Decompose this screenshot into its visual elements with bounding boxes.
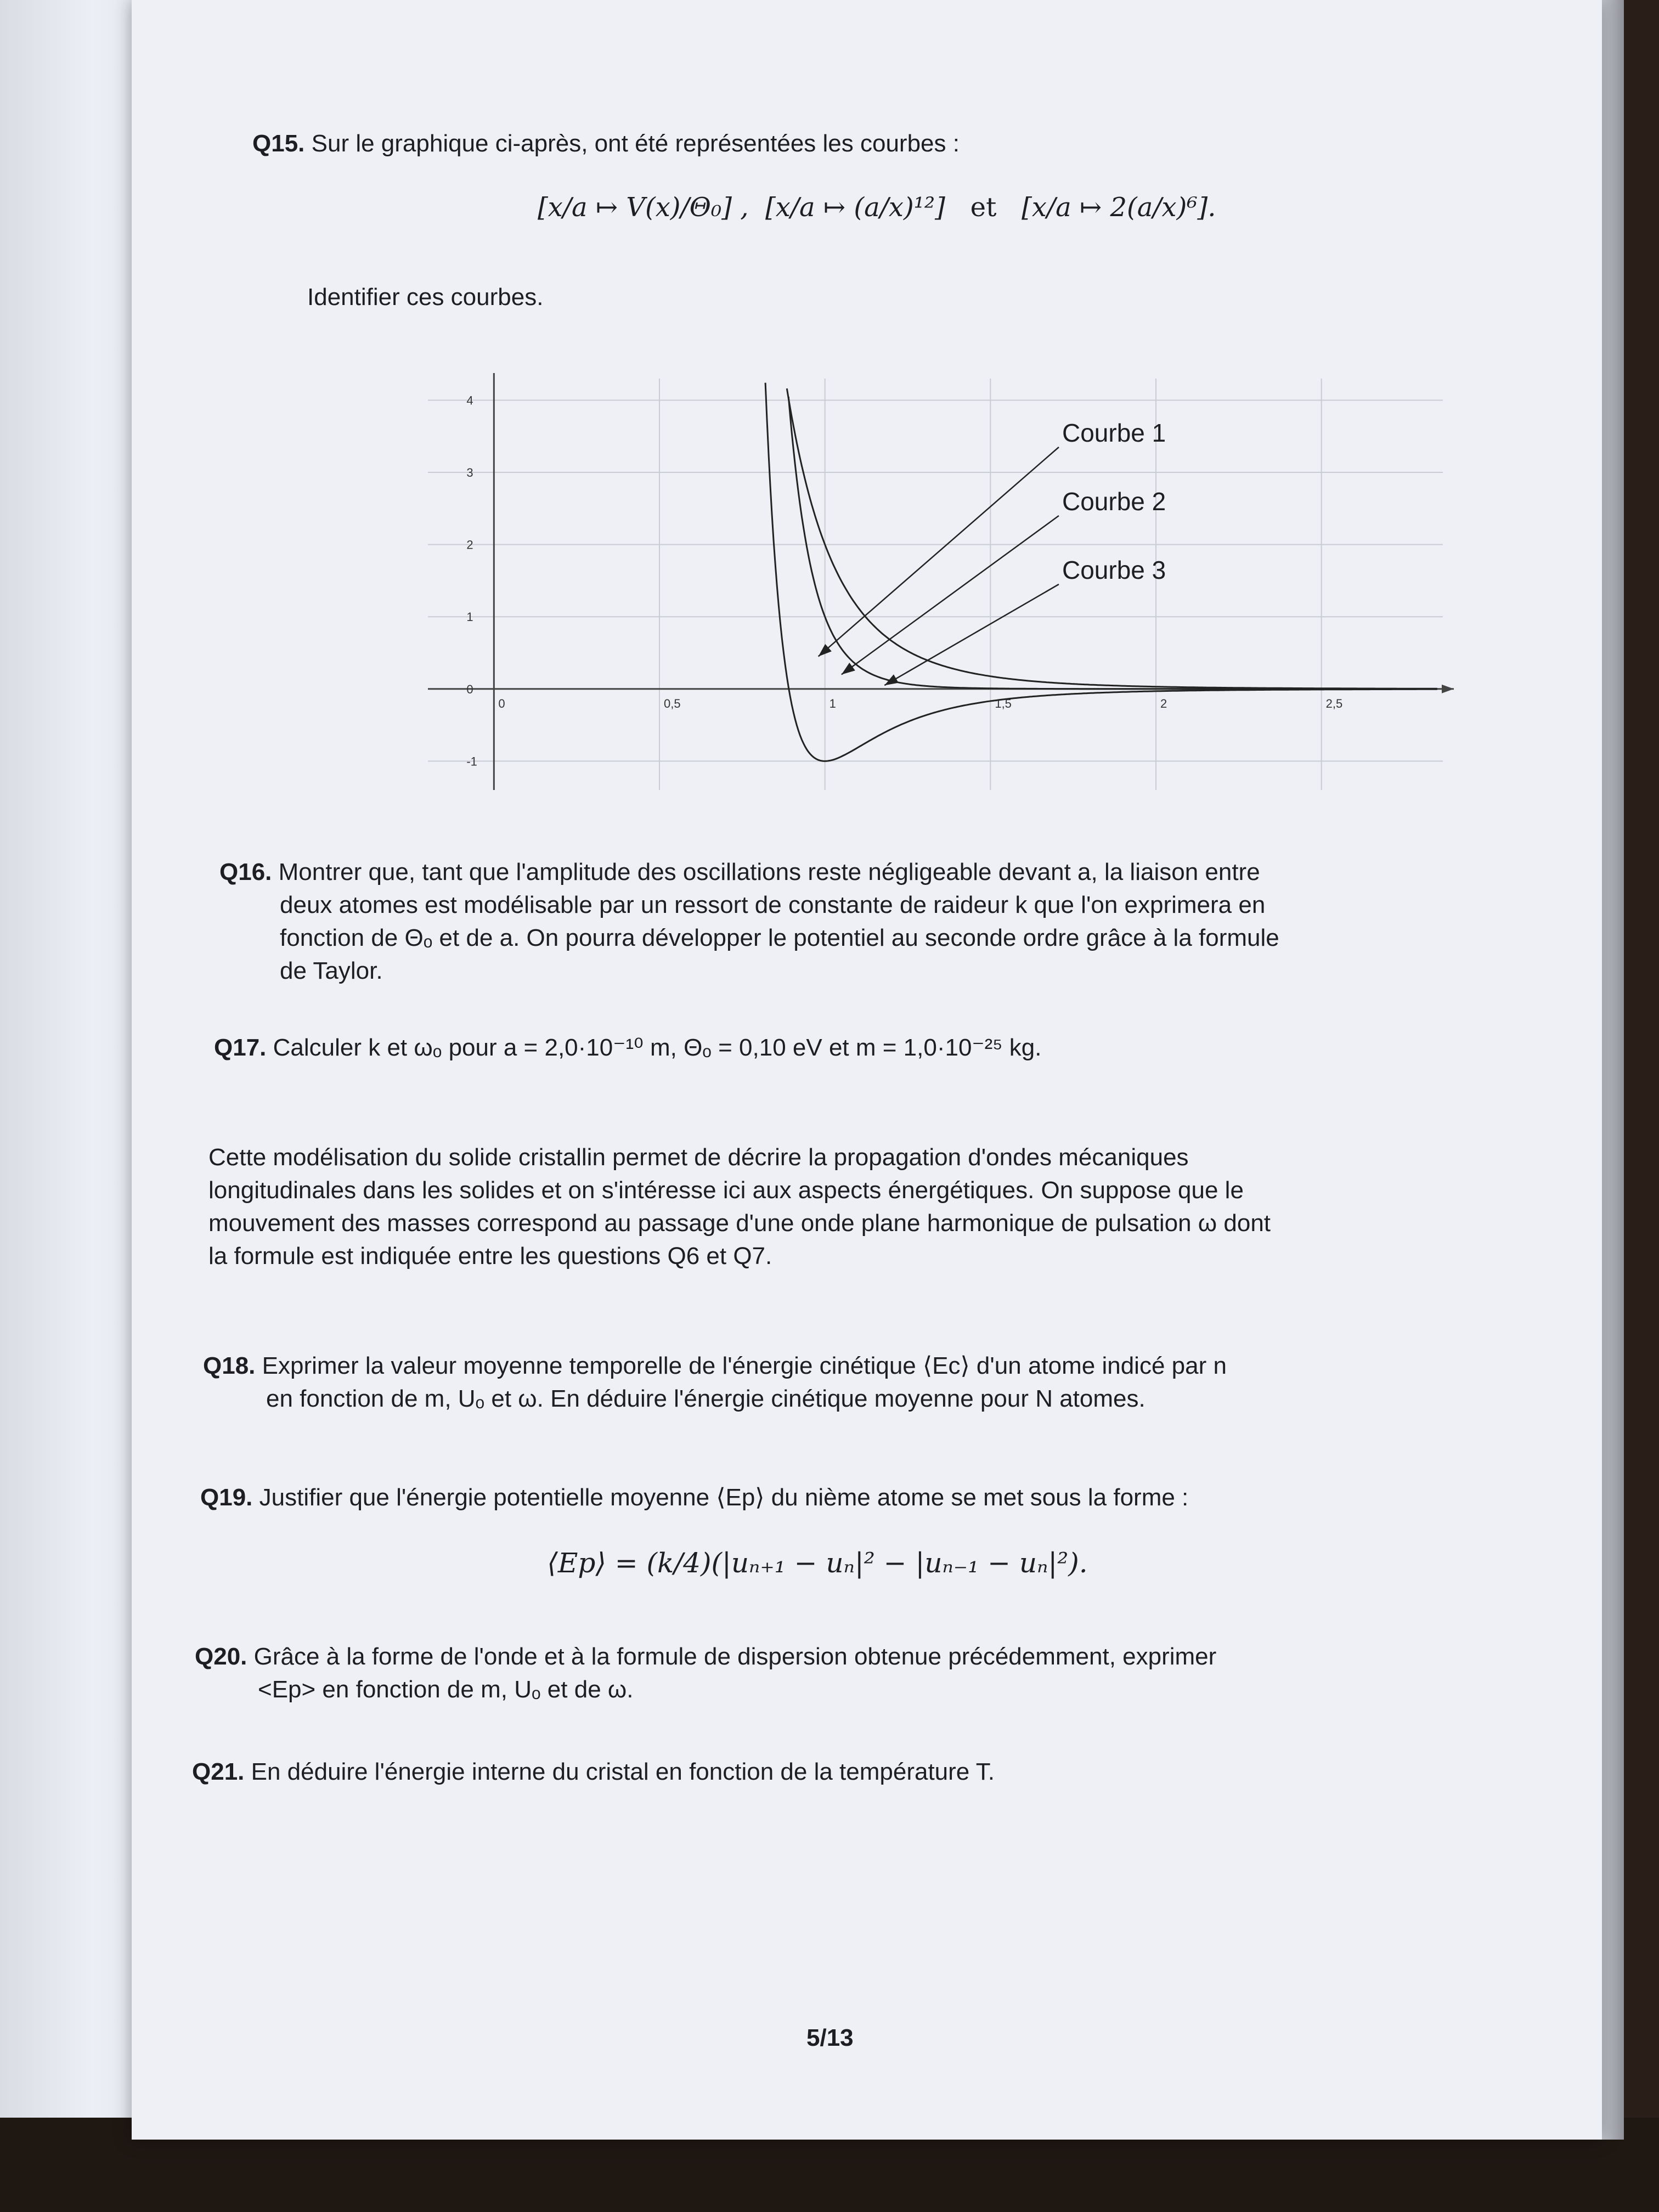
document-page	[132, 0, 1602, 2140]
q16-line-4: de Taylor.	[280, 957, 383, 984]
q16-line-3: fonction de Θₒ et de a. On pourra développer le potentiel au seconde ordre grâce à la formule	[280, 924, 1279, 951]
y-tick-label: -1	[466, 754, 477, 769]
page-number: 5/13	[806, 2024, 854, 2051]
q15-text: Sur le graphique ci-après, ont été représentées les courbes :	[311, 130, 960, 157]
q15-et: et	[970, 192, 997, 223]
q18-line-1: Exprimer la valeur moyenne temporelle de l'énergie cinétique ⟨Ec⟩ d'un atome indicé par n	[262, 1352, 1227, 1379]
q17-number: Q17.	[214, 1034, 267, 1061]
q16-line-2: deux atomes est modélisable par un ressort de constante de raideur k que l'on exprimera en	[280, 891, 1266, 918]
q15-number: Q15.	[252, 130, 305, 157]
x-tick-label: 0	[498, 696, 505, 710]
x-axis-arrow	[1442, 685, 1454, 693]
q19-text: Justifier que l'énergie potentielle moyenne ⟨Ep⟩ du nième atome se met sous la forme :	[259, 1484, 1189, 1511]
x-tick-label: 1	[829, 696, 836, 710]
q21-text: En déduire l'énergie interne du cristal en fonction de la température T.	[251, 1758, 995, 1785]
q20-block	[195, 1640, 1533, 1706]
q20-line-2: <Ep> en fonction de m, Uₒ et de ω.	[258, 1676, 634, 1703]
q20-number: Q20.	[195, 1643, 247, 1670]
q16-block	[219, 856, 1547, 988]
annotation-label: Courbe 3	[1062, 556, 1166, 584]
x-tick-label: 2	[1160, 696, 1167, 710]
intro-paragraph	[208, 1141, 1547, 1273]
y-tick-label: 0	[466, 682, 473, 696]
q15-identify: Identifier ces courbes.	[307, 284, 544, 311]
y-tick-label: 1	[466, 610, 473, 624]
q16-number: Q16.	[219, 859, 272, 885]
y-tick-label: 4	[466, 393, 473, 408]
annotation-arrow	[884, 584, 1059, 685]
intro-line-3: mouvement des masses correspond au passage d'une onde plane harmonique de pulsation ω dont	[208, 1210, 1271, 1237]
q19-number: Q19.	[200, 1484, 253, 1511]
q21-block	[192, 1756, 1531, 1788]
page-stack-edge	[1602, 0, 1624, 2140]
left-page	[0, 0, 154, 2212]
q20-line-1: Grâce à la forme de l'onde et à la formule de dispersion obtenue précédemment, exprimer	[253, 1643, 1217, 1670]
q21-number: Q21.	[192, 1758, 245, 1785]
y-tick-label: 3	[466, 466, 473, 480]
q18-line-2: en fonction de m, Uₒ et ω. En déduire l'énergie cinétique moyenne pour N atomes.	[266, 1385, 1146, 1412]
annotation-arrow	[842, 516, 1059, 674]
intro-line-1: Cette modélisation du solide cristallin permet de décrire la propagation d'ondes mécaniques	[208, 1144, 1189, 1171]
intro-line-4: la formule est indiquée entre les questions Q6 et Q7.	[208, 1243, 772, 1269]
annotation-label: Courbe 1	[1062, 419, 1166, 447]
chart-annotations	[819, 419, 1166, 685]
q18-block	[203, 1350, 1542, 1415]
q15-formula-1: [x/a ↦ V(x)/Θ₀]	[538, 192, 732, 223]
q16-line-1: Montrer que, tant que l'amplitude des oscillations reste négligeable devant a, la liaison entre	[278, 859, 1260, 885]
annotation-arrowhead	[842, 663, 855, 675]
annotation-arrow	[819, 447, 1059, 657]
annotation-label: Courbe 2	[1062, 487, 1166, 516]
q15-block	[252, 127, 960, 160]
chart-axes	[428, 373, 1454, 790]
q19-formula: ⟨Ep⟩ = (k/4)(|uₙ₊₁ − uₙ|² − |uₙ₋₁ − uₙ|²).	[547, 1547, 1088, 1579]
x-tick-label: 0,5	[664, 696, 681, 710]
y-tick-label: 2	[466, 538, 473, 552]
q17-text: Calculer k et ωₒ pour a = 2,0·10⁻¹⁰ m, Θₒ = 0,10 eV et m = 1,0·10⁻²⁵ kg.	[273, 1034, 1042, 1061]
intro-line-2: longitudinales dans les solides et on s'intéresse ici aux aspects énergétiques. On suppose que le	[208, 1177, 1244, 1204]
q18-number: Q18.	[203, 1352, 256, 1379]
q17-block	[214, 1031, 1542, 1064]
q15-formulas: [x/a ↦ V(x)/Θ₀] , [x/a ↦ (a/x)¹²] et [x/a ↦ 2(a/x)⁶].	[538, 192, 1216, 223]
q19-block	[200, 1481, 1539, 1514]
q15-formula-2: [x/a ↦ (a/x)¹²]	[765, 192, 945, 223]
x-tick-label: 1,5	[995, 696, 1012, 710]
chart-grid	[428, 379, 1443, 790]
x-tick-label: 2,5	[1325, 696, 1343, 710]
potential-chart	[379, 362, 1465, 801]
q15-formula-3: [x/a ↦ 2(a/x)⁶].	[1022, 192, 1216, 223]
